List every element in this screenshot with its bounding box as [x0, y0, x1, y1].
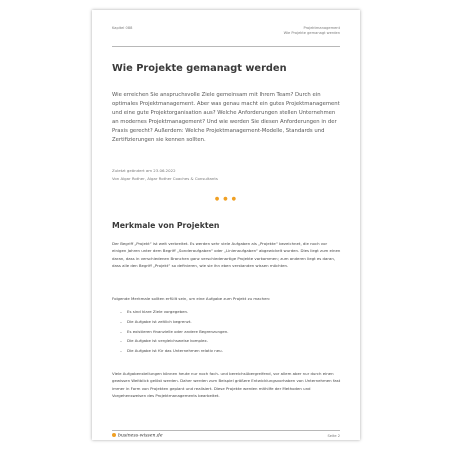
- section-paragraph-2: Folgende Merkmale sollten erfüllt sein, um eine Aufgabe zum Projekt zu machen:: [112, 296, 271, 301]
- page-title: Wie Projekte gemanagt werden: [112, 63, 287, 74]
- footer-logo: [112, 433, 163, 439]
- dash-icon: –: [120, 338, 122, 344]
- header-doc-title: Wie Projekte gemanagt werden: [283, 30, 340, 35]
- header-category: Projektmanagement: [303, 26, 340, 30]
- dash-icon: –: [120, 318, 122, 324]
- document-page: [92, 10, 360, 440]
- section-title: Merkmale von Projekten: [112, 221, 220, 230]
- dash-icon: –: [120, 328, 122, 334]
- header-chapter: Kapitel 088: [112, 26, 133, 30]
- footer-logo-text: business-wissen.de: [118, 433, 163, 439]
- intro-paragraph: Wie erreichen Sie anspruchsvolle Ziele gemeinsam mit Ihrem Team? Durch ein optimales Projektmanagement. Aber was genau macht ein gutes Projektmanagement und eine gute Projektorganisation aus? Welche Anforderungen stellen Unternehmen an modernes Projektmanagement? Und wie werden Sie diesen Anforderungen in der Praxis gerecht? Außerdem: Welche Projektmanagement-Modelle, Standards und Zertifizierungen sie kennen sollten.: [112, 92, 340, 143]
- logo-dot-icon: [112, 433, 116, 437]
- list-item: – Die Aufgabe ist vergleichsweise komplex.: [120, 336, 340, 346]
- dash-icon: –: [120, 309, 122, 314]
- criteria-list: [120, 307, 340, 356]
- header-right: [284, 26, 340, 36]
- separator-dots: ● ● ●: [214, 196, 238, 202]
- list-item: – Die Aufgabe ist zeitlich begrenzt.: [120, 317, 340, 327]
- article-meta: [112, 167, 340, 183]
- footer-divider: [112, 430, 340, 431]
- dash-icon: –: [120, 348, 122, 354]
- page-header: [112, 24, 340, 47]
- author-line: Von Algar Rother, Algar Rother Coaches & Consultants: [112, 175, 218, 181]
- list-item: – Es sind klare Ziele vorgegeben.: [120, 307, 340, 317]
- list-item: – Die Aufgabe ist für das Unternehmen relativ neu.: [120, 346, 340, 356]
- section-paragraph-3: Viele Aufgabenstellungen können heute nur noch fach- und bereichsübergreifend, vor allem aber nur durch einen gewissen Weitblick gelöst werden. Daher werden zum Beispiel größere Entwicklungsvorhaben von Unternehmen fast immer in Form von Projekten geplant und realisiert. Diese Projekte werden mithilfe der Methoden und Vorgehensweisen des Projektmanagements bearbeitet.: [112, 371, 341, 399]
- list-item: – Es existieren finanzielle oder andere Begrenzungen.: [120, 327, 340, 337]
- page-number: Seite 2: [327, 434, 340, 438]
- last-updated: Zuletzt geändert am 23.06.2022: [112, 168, 176, 173]
- section-paragraph-1: Der Begriff „Projekt“ ist weit verbreitet. Es werden sehr viele Aufgaben als „Projekte“ bezeichnet, die noch vor einigen Jahren unter dem Begriff „Sonderaufgaben“ oder „Linienaufgaben“ abgewickelt wurden. Dies liegt zum einen daran, dass in verschiedenen Branchen ganz verschiedenartige Projekte vorkommen; zum anderen liegt es daran, dass alle den Begriff „Projekt“ so definieren, wie sie ihn eben verstanden wissen möchten.: [112, 241, 341, 269]
